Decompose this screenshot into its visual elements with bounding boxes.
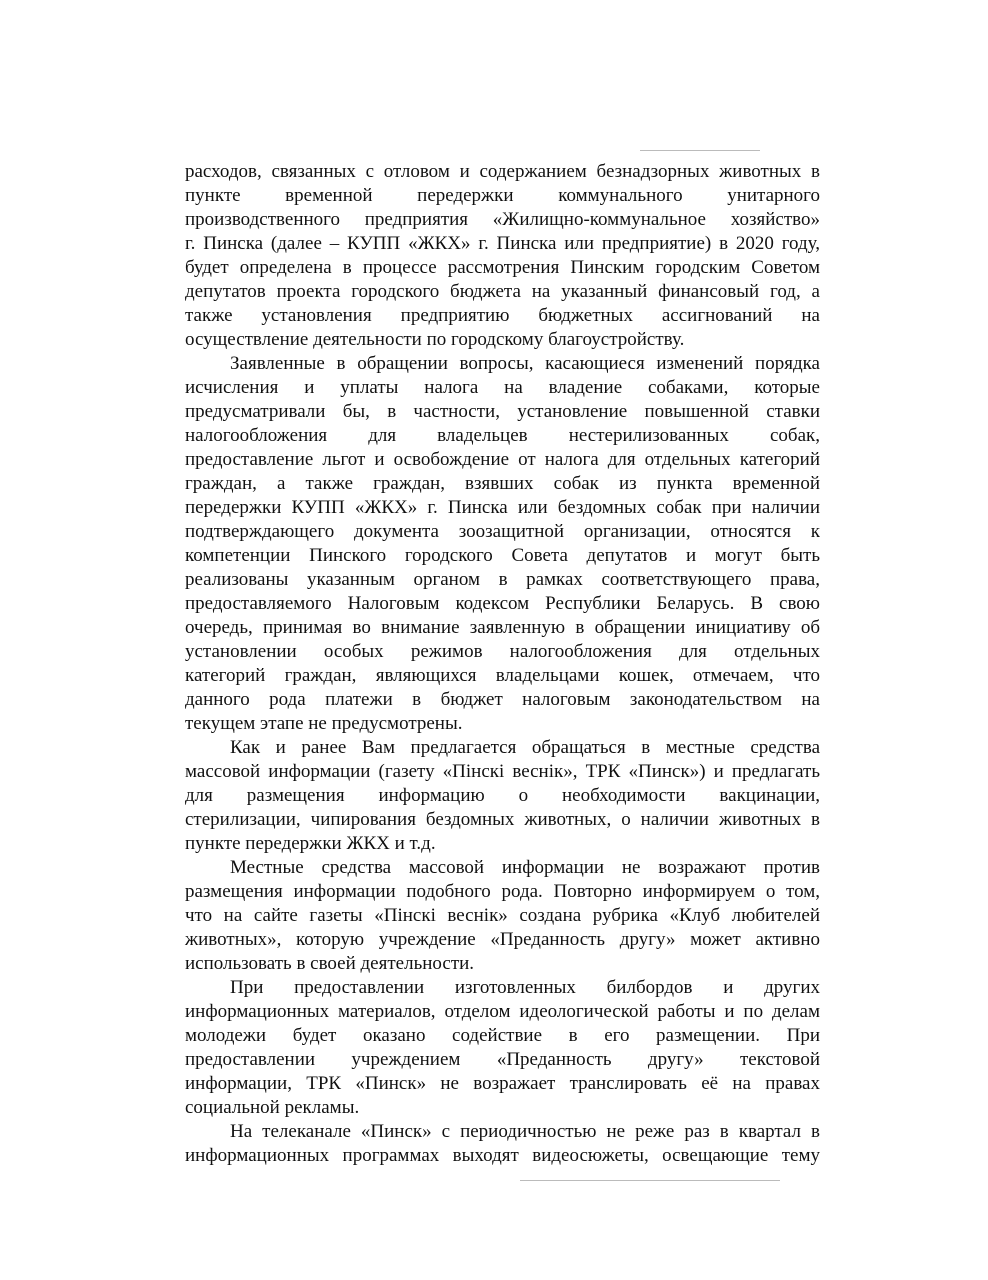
text-line: расходов, связанных с отловом и содержанием безнадзорных животных в — [185, 161, 820, 182]
text-line: передержки КУПП «ЖКХ» г. Пинска или бездомных собак при наличии — [185, 497, 820, 518]
text-line: пункте передержки ЖКХ и т.д. — [185, 833, 436, 854]
text-line: массовой информации (газету «Пінскі веснік», ТРК «Пинск») и предлагать — [185, 761, 820, 782]
text-line: компетенции Пинского городского Совета депутатов и могут быть — [185, 545, 820, 566]
text-line: животных», которую учреждение «Преданность другу» может активно — [185, 929, 820, 950]
text-line: будет определена в процессе рассмотрения Пинским городским Советом — [185, 257, 820, 278]
text-line: информационных материалов, отделом идеологической работы и по делам — [185, 1001, 820, 1022]
text-line: предоставление льгот и освобождение от налога для отдельных категорий — [185, 449, 820, 470]
text-line: пункте временной передержки коммунального унитарного — [185, 185, 820, 206]
text-line: осуществление деятельности по городскому благоустройству. — [185, 329, 685, 350]
text-line: также установления предприятию бюджетных ассигнований на — [185, 305, 820, 326]
text-line: категорий граждан, являющихся владельцами кошек, отмечаем, что — [185, 665, 820, 686]
text-line: информации, ТРК «Пинск» не возражает транслировать её на правах — [185, 1073, 820, 1094]
text-line: Заявленные в обращении вопросы, касающиеся изменений порядка — [230, 353, 820, 374]
document-body — [185, 160, 820, 1168]
paragraph — [185, 1120, 820, 1168]
text-line: установлении особых режимов налогообложения для отдельных — [185, 641, 820, 662]
paragraph — [185, 976, 820, 1120]
text-line: размещения информации подобного рода. Повторно информируем о том, — [185, 881, 820, 902]
text-line: реализованы указанным органом в рамках соответствующего права, — [185, 569, 820, 590]
text-line: использовать в своей деятельности. — [185, 953, 475, 974]
scan-artifact — [520, 1180, 780, 1181]
text-line: депутатов проекта городского бюджета на указанный финансовый год, а — [185, 281, 820, 302]
paragraph — [185, 352, 820, 736]
text-line: предоставляемого Налоговым кодексом Республики Беларусь. В свою — [185, 593, 820, 614]
text-line: предоставлении учреждением «Преданность другу» текстовой — [185, 1049, 820, 1070]
text-line: исчисления и уплаты налога на владение собаками, которые — [185, 377, 820, 398]
text-line: г. Пинска (далее – КУПП «ЖКХ» г. Пинска или предприятие) в 2020 году, — [185, 233, 820, 254]
text-line: социальной рекламы. — [185, 1097, 360, 1118]
text-line: что на сайте газеты «Пінскі веснік» создана рубрика «Клуб любителей — [185, 905, 820, 926]
text-line: данного рода платежи в бюджет налоговым законодательством на — [185, 689, 820, 710]
text-line: налогообложения для владельцев нестерилизованных собак, — [185, 425, 820, 446]
text-line: текущем этапе не предусмотрены. — [185, 713, 463, 734]
text-line: При предоставлении изготовленных билбордов и других — [230, 977, 820, 998]
text-line: очередь, принимая во внимание заявленную в обращении инициативу об — [185, 617, 820, 638]
paragraph — [185, 856, 820, 976]
text-line: молодежи будет оказано содействие в его размещении. При — [185, 1025, 820, 1046]
text-line: информационных программах выходят видеосюжеты, освещающие тему — [185, 1145, 820, 1166]
paragraph — [185, 160, 820, 352]
text-line: подтверждающего документа зоозащитной организации, относятся к — [185, 521, 820, 542]
text-line: Как и ранее Вам предлагается обращаться в местные средства — [230, 737, 820, 758]
text-line: для размещения информацию о необходимости вакцинации, — [185, 785, 820, 806]
text-line: Местные средства массовой информации не возражают против — [230, 857, 820, 878]
text-line: граждан, а также граждан, взявших собак из пункта временной — [185, 473, 820, 494]
scan-artifact — [640, 150, 760, 151]
text-line: производственного предприятия «Жилищно-коммунальное хозяйство» — [185, 209, 820, 230]
paragraph — [185, 736, 820, 856]
text-line: стерилизации, чипирования бездомных животных, о наличии животных в — [185, 809, 820, 830]
text-line: предусматривали бы, в частности, установление повышенной ставки — [185, 401, 820, 422]
text-line: На телеканале «Пинск» с периодичностью не реже раз в квартал в — [230, 1121, 820, 1142]
